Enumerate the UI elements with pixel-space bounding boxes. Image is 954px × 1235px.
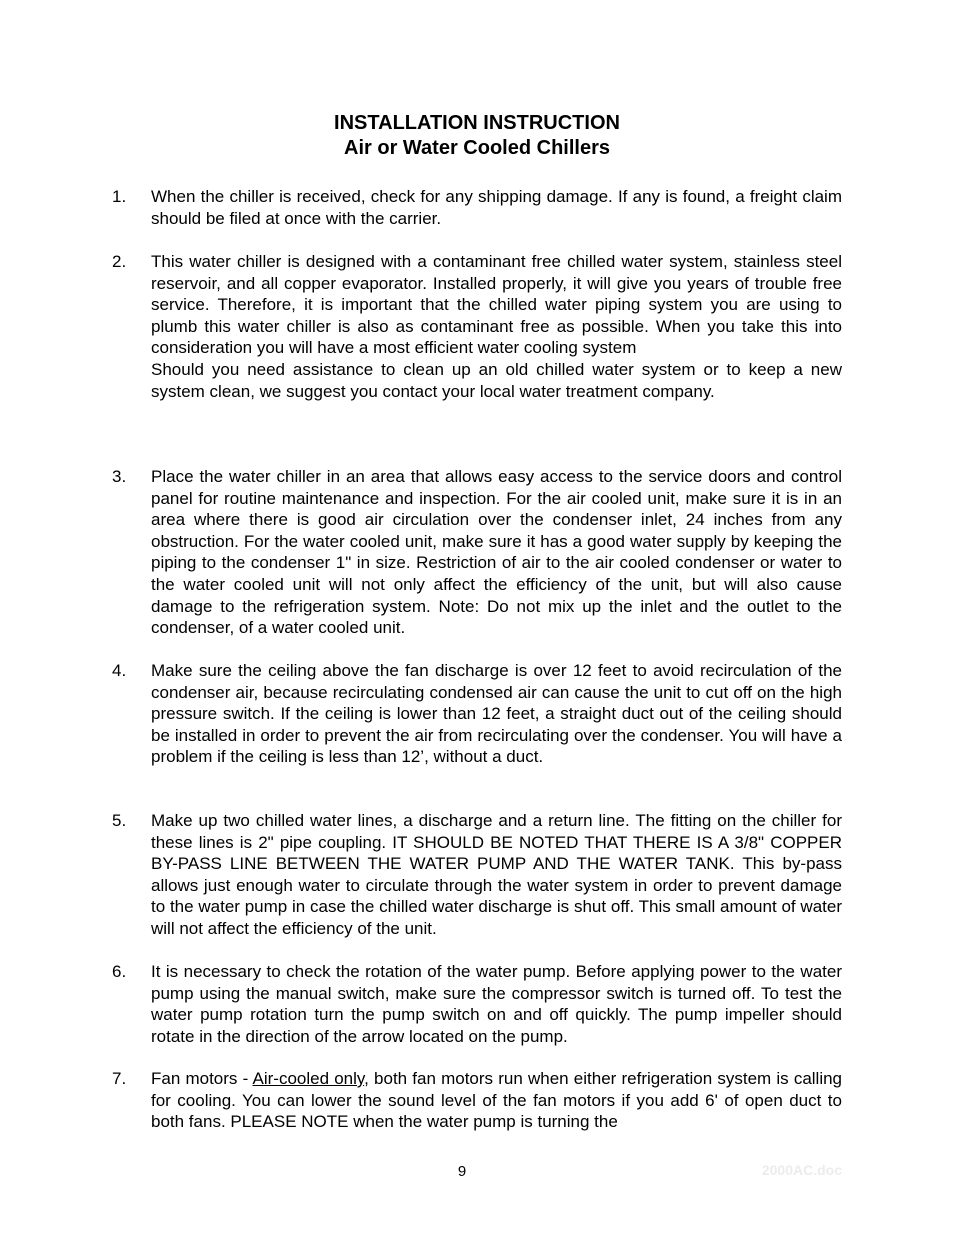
list-item-3: [112, 466, 842, 639]
list-item-2: [112, 251, 842, 402]
item-text: This water chiller is designed with a contaminant free chilled water system, stainless steel reservoir, and all copper evaporator. Installed properly, it will give you years of trouble free service. Therefore, it is important that the chilled water piping system you are using to plumb this water chiller is also as contaminant free as possible. When you take this into consideration you will have a most efficient water cooling system: [151, 252, 842, 358]
list-item-5: [112, 810, 842, 940]
item-suffix: , both fan motors run when either refrigeration system is calling for cooling. You can lower the sound level of the fan motors if you add 6' of open duct to both fans. PLEASE NOTE when the water pump is turning the: [151, 1069, 843, 1132]
item-text: When the chiller is received, check for any shipping damage. If any is found, a freight claim should be filed at once with the carrier.: [151, 187, 842, 228]
page-number: 9: [457, 1163, 467, 1180]
document-subtitle: Air or Water Cooled Chillers: [344, 137, 610, 159]
item-prefix: Fan motors -: [151, 1069, 253, 1088]
underlined-phrase: Air-cooled only: [252, 1069, 365, 1088]
item-number: 1.: [112, 187, 127, 206]
document-title: INSTALLATION INSTRUCTION: [334, 112, 620, 134]
item-text: Should you need assistance to clean up an old chilled water system or to keep a new system clean, we suggest you contact your local water treatment company.: [151, 359, 842, 401]
item-number: 5.: [112, 811, 127, 830]
list-item-1: [112, 186, 842, 229]
document-filename: 2000AC.doc: [761, 1162, 842, 1178]
item-text: Place the water chiller in an area that allows easy access to the service doors and control panel for routine maintenance and inspection. For the air cooled unit, make sure it is in an area where there is good air circulation over the condenser inlet, 24 inches from any obstruction. For the water cooled unit, make sure it has a good water supply by keeping the piping to the condenser 1" in size. Restriction of air to the air cooled condenser or water to the water cooled unit will not only affect the efficiency of the unit, but will also cause damage to the refrigeration system. Note: Do not mix up the inlet and the outlet to the condenser, of a water cooled unit.: [151, 467, 842, 638]
item-text: It is necessary to check the rotation of the water pump. Before applying power to the water pump using the manual switch, make sure the compressor switch is turned off. To test the water pump rotation turn the pump switch on and off quickly. The pump impeller should rotate in the direction of the arrow located on the pump.: [151, 962, 842, 1046]
list-item-7: [112, 1068, 842, 1133]
item-text: Make up two chilled water lines, a discharge and a return line. The fitting on the chiller for these lines is 2" pipe coupling. IT SHOULD BE NOTED THAT THERE IS A 3/8" COPPER BY-PASS LINE BETWEEN THE WATER PUMP AND THE WATER TANK. This by-pass allows just enough water to circulate through the water system in order to prevent damage to the water pump in case the chilled water discharge is shut off. This small amount of water will not affect the efficiency of the unit.: [151, 811, 842, 938]
list-item-6: [112, 961, 842, 1047]
item-text: Make sure the ceiling above the fan discharge is over 12 feet to avoid recirculation of the condenser air, because recirculating condensed air can cause the unit to cut off on the high pressure switch. If the ceiling is lower than 12 feet, a straight duct out of the ceiling should be installed in order to prevent the air from recirculating over the condenser. You will have a problem if the ceiling is less than 12’, without a duct.: [151, 661, 842, 767]
list-item-4: [112, 660, 842, 768]
item-number: 4.: [112, 661, 127, 680]
item-number: 3.: [112, 467, 127, 486]
item-text: [151, 1068, 842, 1133]
item-number: 7.: [112, 1069, 127, 1088]
item-number: 6.: [112, 962, 127, 981]
item-number: 2.: [112, 252, 127, 271]
